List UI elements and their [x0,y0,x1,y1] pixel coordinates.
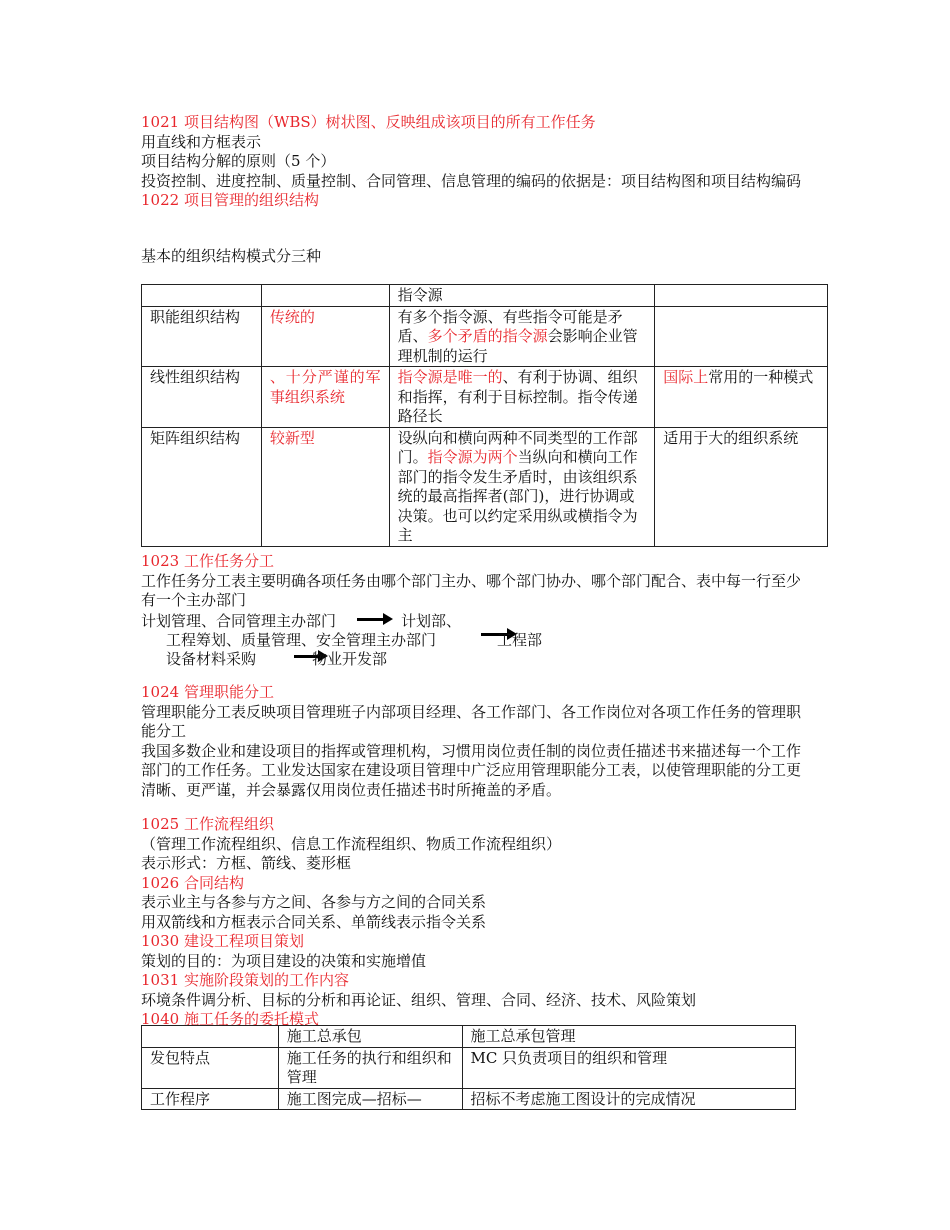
text-1026-line1: 表示业主与各参与方之间、各参与方之间的合同关系 [141,893,487,911]
table-cell: 适用于大的组织系统 [655,427,828,546]
table-cell: 施工任务的执行和组织和管理 [278,1047,462,1088]
table-row [142,1088,796,1110]
section-1023 [141,552,811,611]
assign-row-1 [141,610,336,631]
assign-row-2 [166,629,436,650]
assign-left: 设备材料采购 [166,650,257,668]
assign-right: 物业开发部 [312,650,388,668]
text-1021-line1: 用直线和方框表示 [141,132,262,151]
heading-1040: 1040 施工任务的委托模式 [141,1010,319,1028]
heading-1024: 1024 管理职能分工 [141,683,274,701]
table-cell: 发包特点 [142,1047,279,1088]
table-cell: 施工图完成—招标— [278,1088,462,1110]
assign-right: 计划部、 [401,612,462,630]
text-1026-line2: 用双箭线和方框表示合同关系、单箭线表示指令关系 [141,912,487,931]
heading-1022: 1022 项目管理的组织结构 [141,191,319,209]
table-cell: 矩阵组织结构 [142,427,262,546]
table-row [142,1047,796,1088]
arrow-right-icon [357,618,385,621]
text-1025-line2: 表示形式：方框、箭线、菱形框 [141,854,352,872]
table-row [142,367,828,428]
table-header-row [142,285,828,307]
text-1021-line2: 项目结构分解的原则（5 个） [141,152,336,170]
table-cell: 、十分严谨的军事组织系统 [261,367,389,428]
contract-mode-table [141,1025,796,1110]
table-cell [261,285,389,307]
cell-highlight: 多个矛盾的指令源 [427,327,548,345]
text-1025-line1: （管理工作流程组织、信息工作流程组织、物质工作流程组织） [141,834,562,853]
table-header-row [142,1026,796,1048]
table-cell: 工作程序 [142,1088,279,1110]
section-1024 [141,683,811,800]
text-1024-line2: 我国多数企业和建设项目的指挥或管理机构，习惯用岗位责任制的岗位责任描述书来描述每一个工作部门的工作任务。工业发达国家在建设项目管理中广泛应用管理职能分工表，以使管理职能的分工更清晰、更严谨，并会暴露仅用岗位责任描述书时所掩盖的矛盾。 [141,741,802,799]
assign-right: 工程部 [497,631,543,649]
table-cell: 线性组织结构 [142,367,262,428]
text-1031-line1: 环境条件调分析、目标的分析和再论证、组织、管理、合同、经济、技术、风险策划 [141,990,697,1009]
table-cell [655,285,828,307]
table-cell [389,367,655,428]
table-cell: MC 只负责项目的组织和管理 [462,1047,795,1088]
cell-text: 、有利于协调、组织和指挥，有利于目标控制。指令传递路径长 [397,368,638,425]
cell-highlight: 指令源为两个 [427,448,518,466]
table-cell [389,427,655,546]
assign-row-3 [166,648,256,669]
table-cell: 施工总承包 [278,1026,462,1048]
cell-text: 会影响企业管理机制的运行 [397,327,638,365]
cell-text: 设纵向和横向两种不同类型的工作部门。 [397,428,638,466]
table-cell [655,306,828,367]
table-cell [142,1026,279,1048]
heading-1030: 1030 建设工程项目策划 [141,932,304,950]
cell-text: 常用的一种模式 [708,368,814,386]
section-1025-1040 [141,815,811,1030]
table-cell [655,367,828,428]
org-intro: 基本的组织结构模式分三种 [141,247,322,265]
table-cell: 施工总承包管理 [462,1026,795,1048]
cell-text: 有多个指令源、有些指令可能是矛盾、 [397,307,623,345]
text-1021-line3: 投资控制、进度控制、质量控制、合同管理、信息管理的编码的依据是：项目结构图和项目结构编码 [141,171,802,190]
table-cell: 招标不考虑施工图设计的完成情况 [462,1088,795,1110]
section-1021 [141,113,811,211]
table-cell: 职能组织结构 [142,306,262,367]
table-cell: 较新型 [261,427,389,546]
text-1024-line1: 管理职能分工表反映项目管理班子内部项目经理、各工作部门、各工作岗位对各项工作任务的管理职能分工 [141,702,802,740]
org-structure-table [141,284,828,547]
table-cell: 指令源 [389,285,655,307]
assign-left: 工程筹划、质量管理、安全管理主办部门 [166,631,437,649]
cell-highlight: 指令源是唯一的 [397,368,503,386]
text-1030-line1: 策划的目的：为项目建设的决策和实施增值 [141,951,427,970]
table-row [142,427,828,546]
heading-1023: 1023 工作任务分工 [141,552,274,570]
cell-highlight: 国际上 [663,368,709,386]
heading-1021: 1021 项目结构图（WBS）树状图、反映组成该项目的所有工作任务 [141,113,596,131]
heading-1026: 1026 合同结构 [141,873,244,892]
table-row [142,306,828,367]
assign-left: 计划管理、合同管理主办部门 [141,612,337,630]
table-cell [389,306,655,367]
table-cell: 传统的 [261,306,389,367]
heading-1031: 1031 实施阶段策划的工作内容 [141,971,349,989]
text-1023-line1: 工作任务分工表主要明确各项任务由哪个部门主办、哪个部门协办、哪个部门配合、表中每一行至少有一个主办部门 [141,571,802,609]
table-cell [142,285,262,307]
heading-1025: 1025 工作流程组织 [141,815,274,833]
cell-text: 当纵向和横向工作部门的指令发生矛盾时，由该组织系统的最高指挥者(部门)，进行协调或决策。也可以约定采用纵或横指令为主 [397,448,638,544]
